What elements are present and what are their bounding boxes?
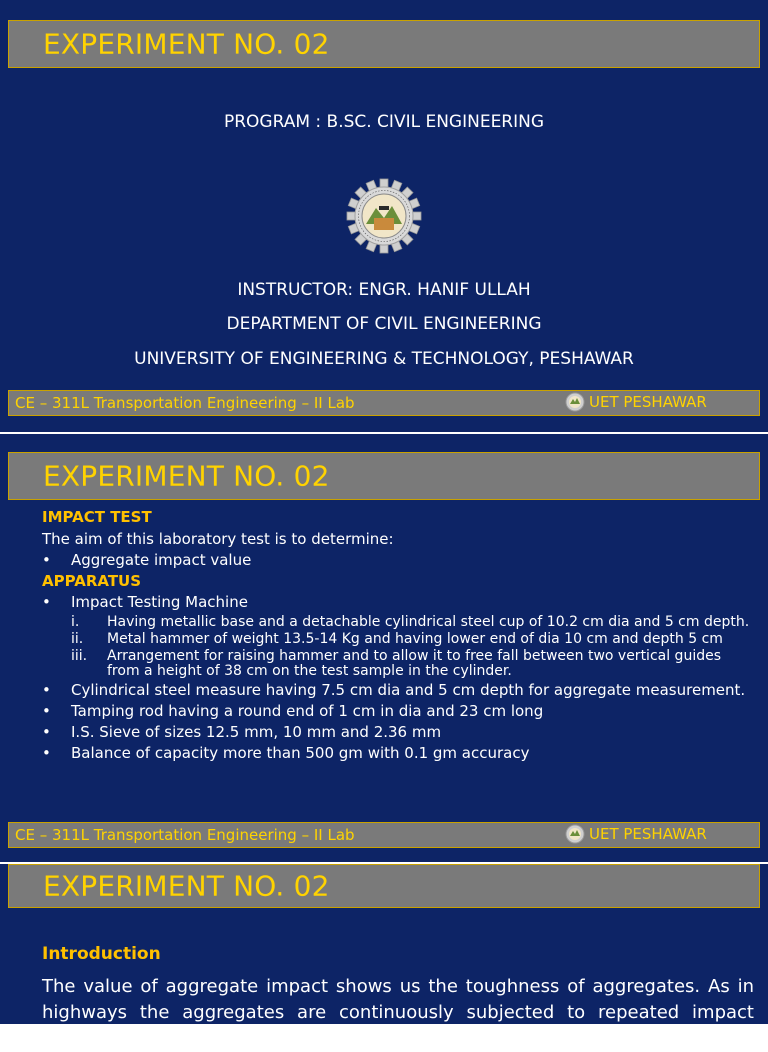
introduction-paragraph: The value of aggregate impact shows us the toughness of aggregates. As in highways the aggregates are continuously subjected to repeated impact loads,: [42, 976, 754, 1049]
slide-introduction: [0, 864, 768, 1049]
sub-list-item: iii. Arrangement for raising hammer and to allow it to free fall between two vertical guides from a height of 38 cm on the test sample in the cylinder.: [71, 648, 722, 679]
university-line: UNIVERSITY OF ENGINEERING & TECHNOLOGY, PESHAWAR: [134, 349, 634, 369]
university-short-label: UET PESHAWAR: [589, 393, 707, 411]
course-label: CE – 311L Transportation Engineering – II Lab: [15, 394, 355, 412]
title-bar: [8, 452, 760, 500]
footer-bar: [8, 822, 760, 848]
department-line: DEPARTMENT OF CIVIL ENGINEERING: [226, 314, 542, 334]
list-item: • Balance of capacity more than 500 gm with 0.1 gm accuracy: [42, 744, 530, 762]
introduction-heading: Introduction: [42, 944, 161, 964]
title-bar: [8, 20, 760, 68]
list-item: • I.S. Sieve of sizes 12.5 mm, 10 mm and 2.36 mm: [42, 723, 442, 741]
university-short-label: UET PESHAWAR: [589, 825, 707, 843]
slide-title-text: EXPERIMENT NO. 02: [43, 27, 330, 61]
list-item: • Aggregate impact value: [42, 551, 252, 569]
footer-brand: [565, 392, 707, 412]
slide-apparatus: [0, 434, 768, 862]
program-line: PROGRAM : B.SC. CIVIL ENGINEERING: [223, 112, 545, 132]
list-item: • Tamping rod having a round end of 1 cm in dia and 23 cm long: [42, 702, 544, 720]
instructor-line: INSTRUCTOR: ENGR. HANIF ULLAH: [237, 280, 531, 300]
footer-bar: [8, 390, 760, 416]
apparatus-content: [42, 507, 754, 764]
uet-logo-icon: [346, 178, 422, 254]
uet-small-logo-icon: [565, 392, 585, 412]
sub-list-item: i. Having metallic base and a detachable cylindrical steel cup of 10.2 cm dia and 5 cm depth.: [71, 614, 750, 630]
footer-brand: [565, 824, 707, 844]
course-label: CE – 311L Transportation Engineering – II Lab: [15, 826, 355, 844]
slide-title-text: EXPERIMENT NO. 02: [43, 459, 330, 493]
title-bar: [8, 864, 760, 908]
uet-small-logo-icon: [565, 824, 585, 844]
slide-title-text: EXPERIMENT NO. 02: [43, 869, 330, 903]
list-item: • Cylindrical steel measure having 7.5 cm dia and 5 cm depth for aggregate measurement.: [42, 681, 746, 699]
apparatus-heading: APPARATUS: [42, 572, 142, 590]
impact-test-heading: IMPACT TEST: [42, 508, 152, 526]
aim-text: The aim of this laboratory test is to determine:: [42, 530, 394, 548]
sub-list-item: ii. Metal hammer of weight 13.5-14 Kg and having lower end of dia 10 cm and depth 5 cm: [71, 631, 723, 647]
slide-title: [0, 0, 768, 432]
list-item: • Impact Testing Machine: [42, 593, 248, 611]
